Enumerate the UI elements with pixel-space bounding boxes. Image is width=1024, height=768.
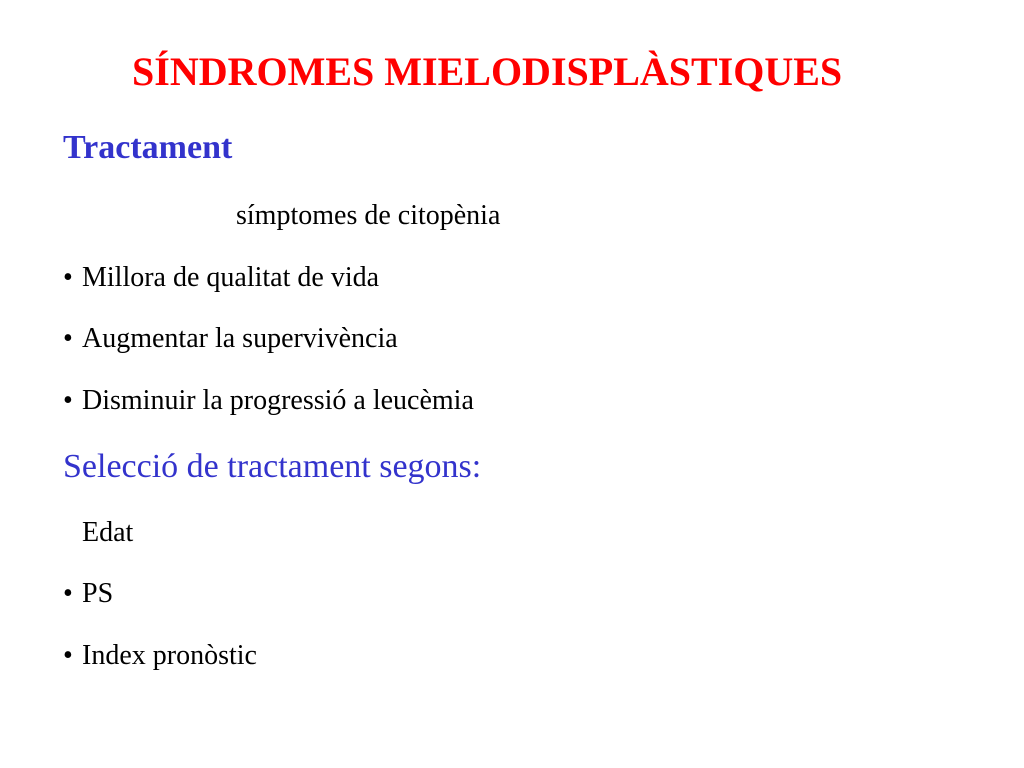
- bullet-icon: •: [63, 323, 73, 354]
- section1-intro-text: símptomes de citopènia: [236, 200, 501, 231]
- bullet-icon: •: [63, 385, 73, 416]
- list-item-text: Augmentar la supervivència: [82, 323, 398, 354]
- section-heading-seleccio: Selecció de tractament segons:: [63, 448, 482, 485]
- list-item: [63, 640, 257, 672]
- list-item: [63, 323, 398, 355]
- list-item-text: Millora de qualitat de vida: [82, 262, 380, 293]
- list-item-text: PS: [82, 578, 114, 609]
- list-item-text: Index pronòstic: [82, 640, 257, 671]
- bullet-icon: •: [63, 640, 73, 671]
- section-heading-tractament: Tractament: [63, 129, 233, 166]
- slide-title: SÍNDROMES MIELODISPLÀSTIQUES: [132, 49, 843, 94]
- bullet-icon: •: [63, 578, 73, 609]
- bullet-icon: •: [63, 262, 73, 293]
- list-item: [63, 578, 113, 610]
- list-item-text: Disminuir la progressió a leucèmia: [82, 385, 474, 416]
- section2-intro-text: Edat: [82, 517, 134, 548]
- list-item: [63, 262, 379, 294]
- list-item: [63, 385, 474, 417]
